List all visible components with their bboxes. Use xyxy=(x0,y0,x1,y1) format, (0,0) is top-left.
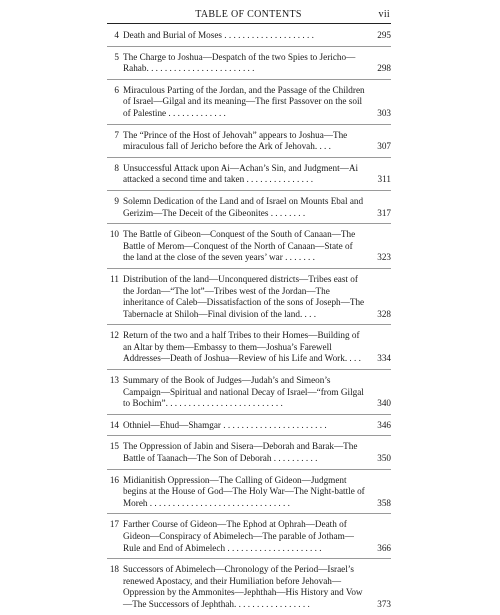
toc-entry xyxy=(107,224,391,269)
chapter-page: 317 xyxy=(377,207,391,218)
chapter-title: Solemn Dedication of the Land and of Israel on Mounts Ebal and Gerizim—The Deceit of the Gibeonites . . . . . . . . xyxy=(123,195,364,218)
chapter-page: 340 xyxy=(377,398,391,409)
chapter-title: Midianitish Oppression—The Calling of Gideon—Judgment begins at the House of God—The Holy War—The Night-battle of Moreh . . . . . . . . . . . . . . . . . . . . . . . . . . . . . . . xyxy=(123,474,365,508)
toc-entry xyxy=(107,125,391,158)
chapter-number: 7 xyxy=(114,129,119,140)
chapter-title: Distribution of the land—Unconquered districts—Tribes east of the Jordan—“The lot”—Tribes west of the Jordan—The inheritance of Caleb—Dissatisfaction of the sons of Joseph—The Tabernacle at Shiloh—Final division of the land. . . . xyxy=(123,273,365,319)
chapter-title: The Battle of Gibeon—Conquest of the South of Canaan—The Battle of Merom—Conquest of the North of Canaan—State of the land at the close of the seven years’ war . . . . . . . xyxy=(123,229,356,263)
toc-entry xyxy=(107,514,391,559)
toc-entry xyxy=(107,191,391,224)
chapter-number: 18 xyxy=(109,564,119,575)
chapter-title: Successors of Abimelech—Chronology of the Period—Israel’s renewed Apostacy, and their Humiliation before Jehovah—Oppression by the Ammonites—Jephthah—His History and Vow—The Successors of Jephthah. . . . . . . . . . . . . . . . . xyxy=(123,564,363,609)
chapter-title: Death and Burial of Moses . . . . . . . . . . . . . . . . . . . . xyxy=(123,30,314,40)
chapter-title: Miraculous Parting of the Jordan, and the Passage of the Children of Israel—Gilgal and its meaning—The first Passover on the soil of Palestine . . . . . . . . . . . . . xyxy=(123,84,365,118)
toc-entry xyxy=(107,415,391,437)
chapter-page: 328 xyxy=(377,308,391,319)
chapter-page: 295 xyxy=(377,30,391,40)
chapter-title: Return of the two and a half Tribes to their Homes—Building of an Altar by them—Embassy to them—Joshua’s Farewell Addresses—Death of Joshua—Review of his Life and Work. . . . xyxy=(123,330,361,364)
chapter-page: 311 xyxy=(377,174,391,185)
chapter-page: 358 xyxy=(377,497,391,508)
chapter-number: 10 xyxy=(109,229,119,240)
chapter-number: 12 xyxy=(109,330,119,341)
chapter-title: The Oppression of Jabin and Sisera—Deborah and Barak—The Battle of Taanach—The Son of Deborah . . . . . . . . . . xyxy=(123,441,358,464)
toc-entry xyxy=(107,25,391,47)
chapter-number: 13 xyxy=(109,375,119,386)
chapter-number: 5 xyxy=(114,51,119,62)
chapter-number: 6 xyxy=(114,84,119,95)
chapter-number: 17 xyxy=(109,519,119,530)
chapter-title: The Charge to Joshua—Despatch of the two Spies to Jericho—Rahab. . . . . . . . . . . . . . . . . . . . . . . . xyxy=(123,51,356,74)
chapter-page: 373 xyxy=(377,598,391,609)
toc-list xyxy=(107,25,391,615)
chapter-page: 334 xyxy=(377,353,391,364)
header-title: TABLE OF CONTENTS xyxy=(195,9,302,20)
toc-entry xyxy=(107,47,391,80)
toc-entry xyxy=(107,436,391,469)
chapter-number: 4 xyxy=(114,30,119,40)
chapter-title: The “Prince of the Host of Jehovah” appears to Joshua—The miraculous fall of Jericho before the Ark of Jehovah. . . . xyxy=(123,129,348,152)
chapter-title: Othniel—Ehud—Shamgar . . . . . . . . . . . . . . . . . . . . . . . xyxy=(123,419,327,430)
toc-entry xyxy=(107,269,391,325)
chapter-number: 14 xyxy=(109,419,119,430)
toc-entry xyxy=(107,559,391,614)
chapter-number: 9 xyxy=(114,195,119,206)
chapter-title: Unsuccessful Attack upon Ai—Achan’s Sin, and Judgment—Ai attacked a second time and taken . . . . . . . . . . . . . . . xyxy=(123,162,359,185)
chapter-title: Summary of the Book of Judges—Judah’s and Simeon’s Campaign—Spiritual and national Decay of Israel—“from Gilgal to Bochim”. . . . . . . . . . . . . . . . . . . . . . . . . . xyxy=(123,375,364,409)
chapter-number: 11 xyxy=(110,273,119,284)
chapter-page: 366 xyxy=(377,542,391,553)
toc-entry xyxy=(107,80,391,125)
chapter-page: 307 xyxy=(377,141,391,152)
toc-entry xyxy=(107,158,391,191)
toc-entry xyxy=(107,370,391,415)
chapter-page: 350 xyxy=(377,453,391,464)
chapter-title: Farther Course of Gideon—The Ephod at Ophrah—Death of Gideon—Conspiracy of Abimelech—The parable of Jotham—Rule and End of Abimelech . . . . . . . . . . . . . . . . . . . . . xyxy=(123,519,354,553)
chapter-page: 323 xyxy=(377,252,391,263)
chapter-number: 15 xyxy=(109,441,119,452)
toc-entry xyxy=(107,470,391,515)
chapter-page: 298 xyxy=(377,63,391,74)
toc-entry xyxy=(107,325,391,370)
header-page-number: vii xyxy=(378,9,390,20)
header-rule xyxy=(107,23,391,24)
chapter-number: 8 xyxy=(114,162,119,173)
chapter-number: 16 xyxy=(109,474,119,485)
chapter-page: 303 xyxy=(377,107,391,118)
chapter-page: 346 xyxy=(377,419,391,430)
